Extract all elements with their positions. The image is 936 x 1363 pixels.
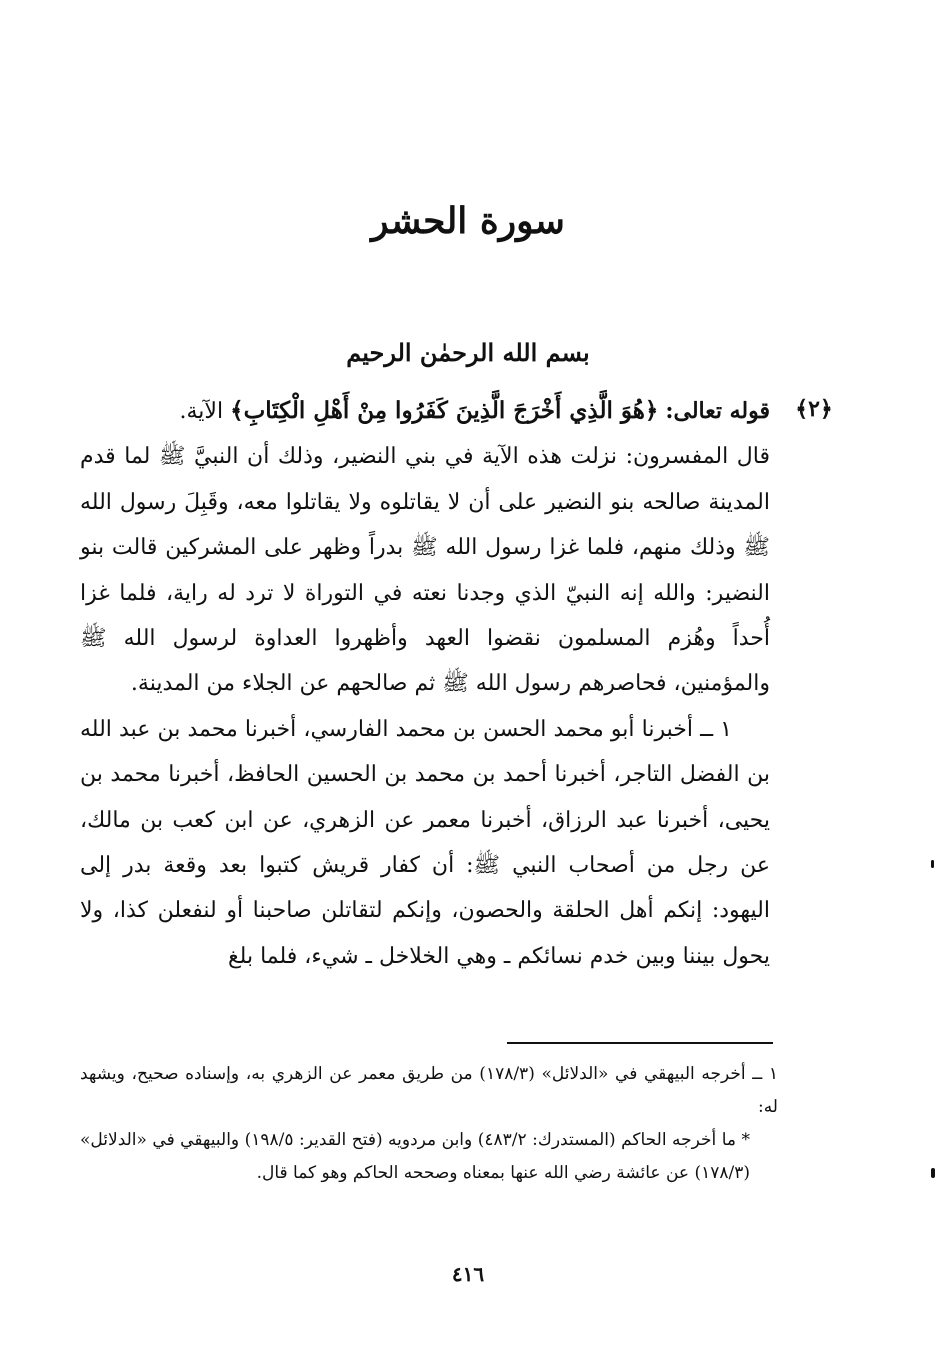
- verse-intro: قوله تعالى:: [665, 398, 770, 424]
- verse-tail: الآية.: [179, 399, 224, 424]
- scan-edge-mark: [931, 860, 934, 868]
- basmala: بسم الله الرحمٰن الرحيم: [346, 338, 590, 367]
- main-text: [80, 388, 770, 979]
- scan-edge-mark: [931, 1168, 935, 1178]
- page-number: ٤١٦: [451, 1262, 485, 1286]
- verse-line: [80, 388, 770, 434]
- quran-quote: ﴿هُوَ الَّذِي أَخْرَجَ الَّذِينَ كَفَرُوا مِنْ أَهْلِ الْكِتَابِ﴾: [230, 397, 659, 424]
- verse-number-marker: ﴿٢﴾: [795, 396, 833, 422]
- footnotes: [80, 1058, 778, 1190]
- footnote-1: ١ ــ أخرجه البيهقي في «الدلائل» (١٧٨/٣) من طريق معمر عن الزهري به، وإسناده صحيح، ويشهد له:: [80, 1064, 778, 1117]
- commentary-paragraph: قال المفسرون: نزلت هذه الآية في بني النضير، وذلك أن النبيَّ ﷺ لما قدم المدينة صالحه بنو النضير على أن لا يقاتلوه ولا يقاتلوا معه، وقَبِلَ رسول الله ﷺ وذلك منهم، فلما غزا رسول الله ﷺ بدراً وظهر على المشركين قالت بنو النضير: والله إنه النبيّ الذي وجدنا نعته في التوراة لا ترد له راية، فلما غزا أُحداً وهُزم المسلمون نقضوا العهد وأظهروا العداوة لرسول الله ﷺ والمؤمنين، فحاصرهم رسول الله ﷺ ثم صالحهم عن الجلاء من المدينة.: [80, 444, 770, 697]
- surah-title: سورة الحشر: [371, 200, 565, 242]
- footnote-divider: [507, 1042, 773, 1044]
- hadith-paragraph: ١ ــ أخبرنا أبو محمد الحسن بن محمد الفارسي، أخبرنا محمد بن عبد الله بن الفضل التاجر، أخبرنا أحمد بن محمد بن الحسين الحافظ، أخبرنا محمد بن يحيى، أخبرنا عبد الرزاق، أخبرنا معمر عن الزهري، عن ابن كعب بن مالك، عن رجل من أصحاب النبي ﷺ: أن كفار قريش كتبوا بعد وقعة بدر إلى اليهود: إنكم أهل الحلقة والحصون، وإنكم لتقاتلن صاحبنا أو لنفعلن كذا، ولا يحول بيننا وبين خدم نسائكم ـ وهي الخلاخل ـ شيء، فلما بلغ: [80, 716, 770, 969]
- footnote-supporting-evidence: * ما أخرجه الحاكم (المستدرك: ٤٨٣/٢) وابن مردويه (فتح القدير: ١٩٨/٥) والبيهقي في «الدلائل» (١٧٨/٣) عن عائشة رضي الله عنها بمعناه وصححه الحاكم وهو كما قال.: [80, 1130, 750, 1183]
